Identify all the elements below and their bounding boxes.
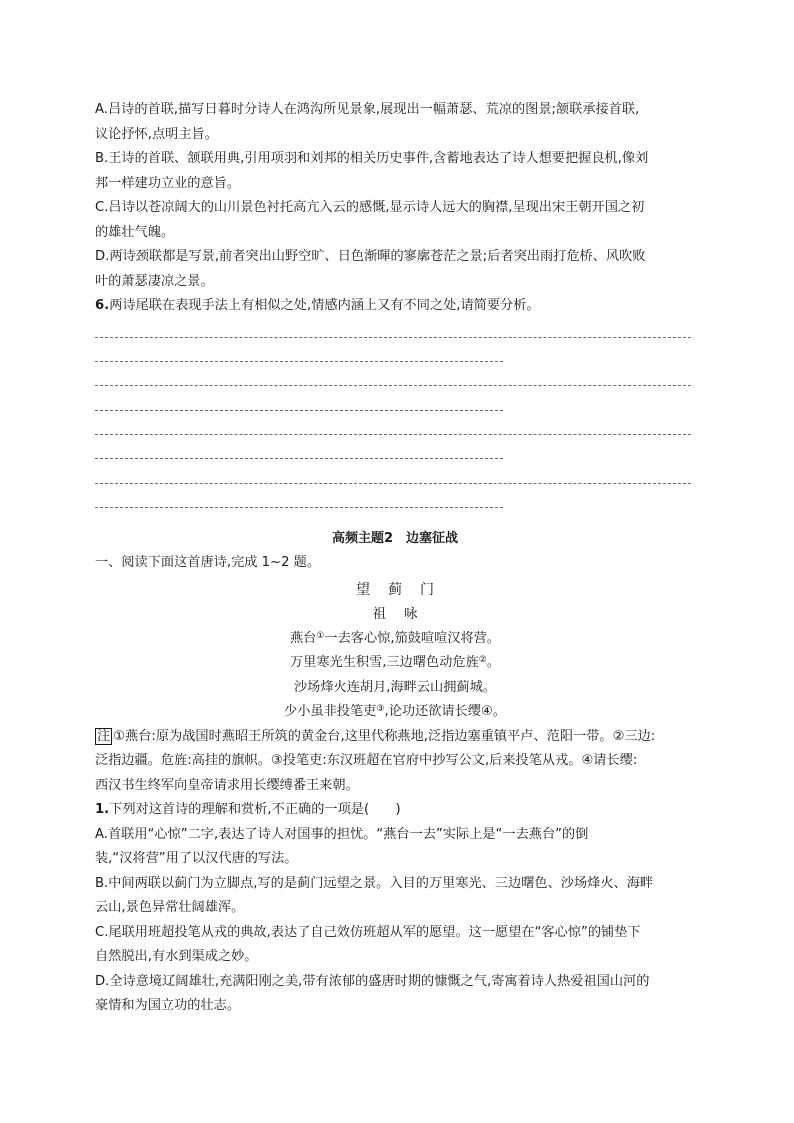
option-line: D.两诗颈联都是写景,前者突出山野空旷、日色渐暉的寥廓苍茫之景;后者突出雨打危桥、风吹败 [95,249,646,264]
option-line: 的雄壮气魄。 [95,224,175,240]
poem-title: 望蓟门 [356,581,452,598]
option-line: 自然脱出,有水到渠成之妙。 [95,949,258,965]
option-line: 装,“汉将营”用了以汉代唐的写法。 [95,851,298,867]
q1-option-d [95,970,695,1019]
option-line: 云山,景色异常壮阔雄浑。 [95,900,245,916]
question-text: 两诗尾联在表现手法上有相似之处,情感内涵上又有不同之处,请简要分析。 [109,298,540,313]
poem-line-text: 少小虽非投笔吏 [284,704,377,720]
answer-line [95,347,503,371]
option-line: D.全诗意境辽阔雄壮,充满阳刚之美,带有浓郁的盛唐时期的慷慨之气,寄寓着诗人热爱祖国山河的 [95,973,650,989]
footnote-mark: ② [478,655,487,666]
option-line: 豪情和为国立功的壮志。 [95,998,241,1014]
answer-line [95,468,691,492]
poem-notes [95,725,695,799]
poem-line-text: 。 [486,655,501,671]
section-intro: 一、阅读下面这首唐诗,完成 1~2 题。 [95,555,321,571]
poem-line-text: ,论功还欲请长缨④。 [384,704,506,720]
poem-line-text: 一去客心惊,笳鼓喧喧汉将营。 [324,630,501,646]
prev-option-a [95,98,695,147]
poem-line [95,700,695,725]
prev-option-b [95,147,695,196]
note-tag: 注 [97,728,111,744]
prev-option-c [95,196,695,245]
poem-line [95,627,695,652]
question-number: 6. [95,298,110,313]
answer-line [95,444,503,468]
answer-line [95,323,691,347]
footnote-mark: ① [316,630,325,641]
question-number: 1. [95,802,110,818]
option-line: 邦一样建功立业的意旨。 [95,175,241,191]
note-line: 西汉书生终军向皇帝请求用长缨缚番王来朝。 [95,777,359,793]
note-line: 泛指边疆。危旌:高挂的旗帜。③投笔吏:东汉班超在官府中抄写公文,后来投笔从戎。④请长缨: [95,753,638,769]
section-title: 高频主题2 边塞征战 [331,530,459,546]
option-line: C.吕诗以苍凉阔大的山川景色衬托高亢入云的感慨,显示诗人远大的胸襟,呈现出宋王朝开国之初 [95,200,645,215]
poem-line-text: 万里寒光生积雪,三边曙色动危旌 [289,655,479,671]
poem-author: 祖咏 [372,606,436,623]
option-line: B.王诗的首联、颔联用典,引用项羽和刘邦的相关历史事件,含蓄地表达了诗人想要把握良机,像刘 [95,151,649,166]
q1-option-b [95,872,695,921]
answer-line [95,371,691,395]
answer-line [95,420,691,444]
answer-area[interactable] [95,323,695,517]
option-line: A.吕诗的首联,描写日暮时分诗人在鸿沟所见景象,展现出一幅萧瑟、荒凉的图景;颔联承接首联, [95,102,640,117]
answer-line [95,395,503,419]
note-line [95,725,695,750]
question-6 [95,294,695,319]
poem-line-text: 燕台 [289,630,317,646]
option-line: A.首联用“心惊”二字,表达了诗人对国事的担忧。“燕台一去”实际上是“一去燕台”的倒 [95,826,589,842]
option-line: 议论抒怀,点明主旨。 [95,126,218,142]
poem-line [95,676,695,701]
note-text: ①燕台:原为战国时燕昭王所筑的黄金台,这里代称燕地,泛指边塞重镇平卢、范阳一带。②三边: [113,728,656,744]
answer-line [95,493,503,517]
poem-line [95,651,695,676]
footnote-mark: ③ [376,704,385,715]
q1-option-a [95,823,695,872]
option-line: C.尾联用班超投笔从戎的典故,表达了自己效仿班超从军的愿望。这一愿望在“客心惊”的铺垫下 [95,924,641,940]
question-text: 下列对这首诗的理解和赏析,不正确的一项是( ) [109,802,401,818]
poem-line-text: 沙场烽火连胡月,海畔云山拥蓟城。 [293,679,496,695]
q1-option-c [95,921,695,970]
prev-option-d [95,245,695,294]
option-line: B.中间两联以蓟门为立脚点,写的是蓟门远望之景。入目的万里寒光、三边曙色、沙场烽火、海畔 [95,875,654,891]
document-page [95,98,695,1019]
option-line: 叶的萧瑟凄凉之景。 [95,273,214,289]
question-1 [95,798,695,823]
